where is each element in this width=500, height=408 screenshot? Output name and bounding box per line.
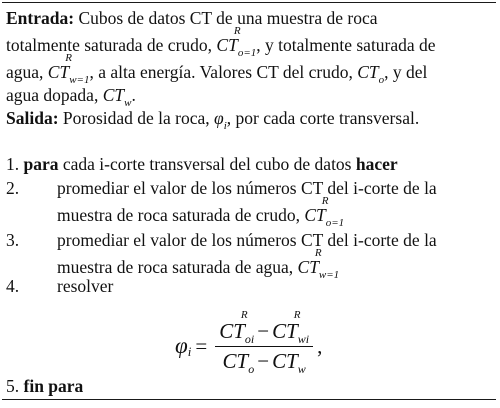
step-3-line-1: promediar el valor de los números CT del i-corte de la [57, 230, 437, 250]
step-2-text-2: muestra de roca saturada de crudo, [57, 205, 305, 225]
step-5-keyword-fin-para: fin para [23, 376, 84, 396]
step-4-text: resolver [57, 276, 114, 296]
formula-fraction [215, 308, 313, 376]
formula-denominator: $CT_o - CT_w$ [222, 348, 306, 376]
entrada-text-3b: , a alta energía. Valores CT del crudo, [89, 62, 358, 82]
salida-label: Salida: [6, 108, 59, 128]
entrada-text-2b: , y totalmente saturada de [256, 35, 436, 55]
step-3-line-2: muestra de roca saturada de agua, CT R $_{w=1}$ [57, 247, 340, 281]
entrada-text-3c: , y del [384, 62, 428, 82]
step-1-number: 1. [6, 154, 20, 174]
entrada-text-1: Cubos de datos CT de una muestra de roca [74, 8, 378, 28]
formula-numerator: CT R $_{oi}$ − CT R $_{wi}$ [215, 319, 313, 347]
step-4-number: 4. [6, 276, 20, 296]
step-2-line-2: muestra de roca saturada de crudo, CT R $_{o=1}$ [57, 195, 345, 229]
step-3-text-2: muestra de roca saturada de agua, [57, 257, 298, 277]
ct-crude-value: CT [357, 62, 379, 82]
formula-comma: , [317, 333, 323, 358]
step-2-line-1: promediar el valor de los números CT del i-corte de la [57, 178, 437, 198]
ct-oil-symbol: CT R [216, 25, 241, 55]
formula-equals: = [195, 333, 208, 358]
salida-text-a: Porosidad de la roca, [58, 108, 215, 128]
entrada-text-3a: agua, [6, 62, 48, 82]
salida-text-b: , por cada corte transversal. [226, 108, 420, 128]
entrada-line-4: agua dopada, $CT_w$. [6, 85, 136, 109]
phi-symbol: φ [214, 108, 224, 128]
formula-phi-subscript: i [187, 344, 192, 359]
step-3-number: 3. [6, 230, 20, 250]
ct-water-subscript: w=1 [69, 74, 90, 86]
step-1-text: cada i-corte transversal del cubo de datos [58, 154, 356, 174]
entrada-text-4a: agua dopada, [6, 85, 103, 105]
ct-water-value: CT [102, 85, 125, 105]
step-5 [6, 376, 83, 396]
salida-line: Salida: Porosidad de la roca, $\varphi_i$, por cada corte transversal. [6, 108, 420, 132]
step-1 [6, 154, 398, 174]
step-1-keyword-hacer: hacer [355, 154, 398, 174]
step-5-number: 5. [6, 376, 20, 396]
ct-water-symbol: CT R [47, 52, 72, 82]
step-1-keyword-para: para [23, 154, 59, 174]
step-2-number: 2. [6, 178, 20, 198]
ct-water-symbol-step3: CT R [297, 247, 322, 277]
entrada-line-3: agua, CT R $_{w=1}$, a alta energía. Valores CT del crudo, $CT_o$, y del [6, 52, 428, 86]
entrada-label: Entrada: [6, 8, 75, 28]
formula-phi: φ [175, 333, 188, 358]
entrada-text-2a: totalmente saturada de crudo, [6, 35, 217, 55]
porosity-formula [175, 308, 323, 376]
ct-oil-subscript: o=1 [237, 47, 257, 59]
entrada-line-1 [6, 8, 377, 28]
ct-oil-symbol-step2: CT R [304, 195, 329, 225]
